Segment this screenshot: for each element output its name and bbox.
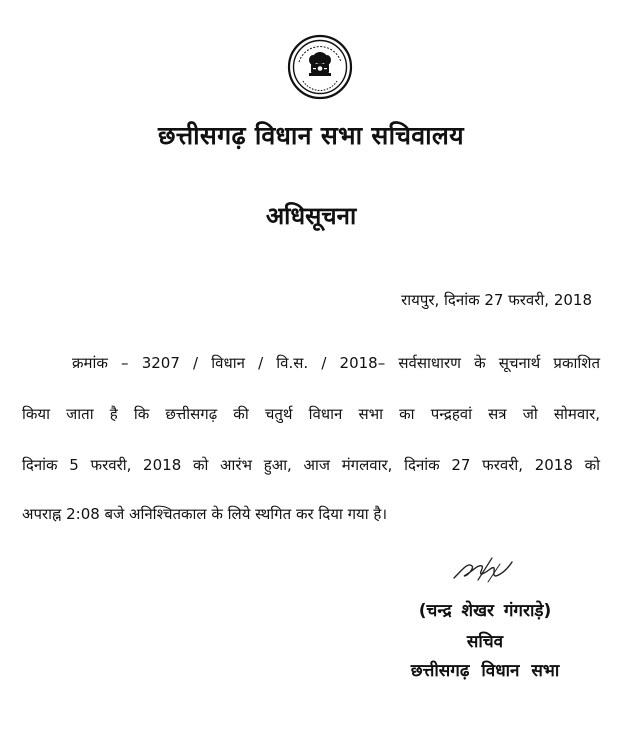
- org-title: छत्तीसगढ़ विधान सभा सचिवालय: [158, 121, 464, 150]
- body-line-1: क्रमांक – 3207 / विधान / वि.स. / 2018– सर्वसाधारण के सूचनार्थ प्रकाशित: [72, 354, 600, 372]
- signer-designation: सचिव: [466, 632, 504, 652]
- document-heading: अधिसूचना: [265, 202, 357, 230]
- signer-organization: छत्तीसगढ़ विधान सभा: [410, 661, 560, 681]
- place-date: रायपुर, दिनांक 27 फरवरी, 2018: [401, 291, 592, 309]
- body-line-4: अपराह्न 2:08 बजे अनिश्चितकाल के लिये स्थगित कर दिया गया है।: [22, 505, 388, 523]
- assembly-emblem-icon: [287, 34, 353, 100]
- body-line-2: किया जाता है कि छत्तीसगढ़ की चतुर्थ विधान सभा का पन्द्रहवां सत्र जो सोमवार,: [22, 405, 600, 423]
- body-line-3: दिनांक 5 फरवरी, 2018 को आरंभ हुआ, आज मंगलवार, दिनांक 27 फरवरी, 2018 को: [22, 456, 600, 474]
- signer-name: (चन्द्र शेखर गंगराड़े): [418, 601, 552, 621]
- signature-icon: [448, 552, 518, 586]
